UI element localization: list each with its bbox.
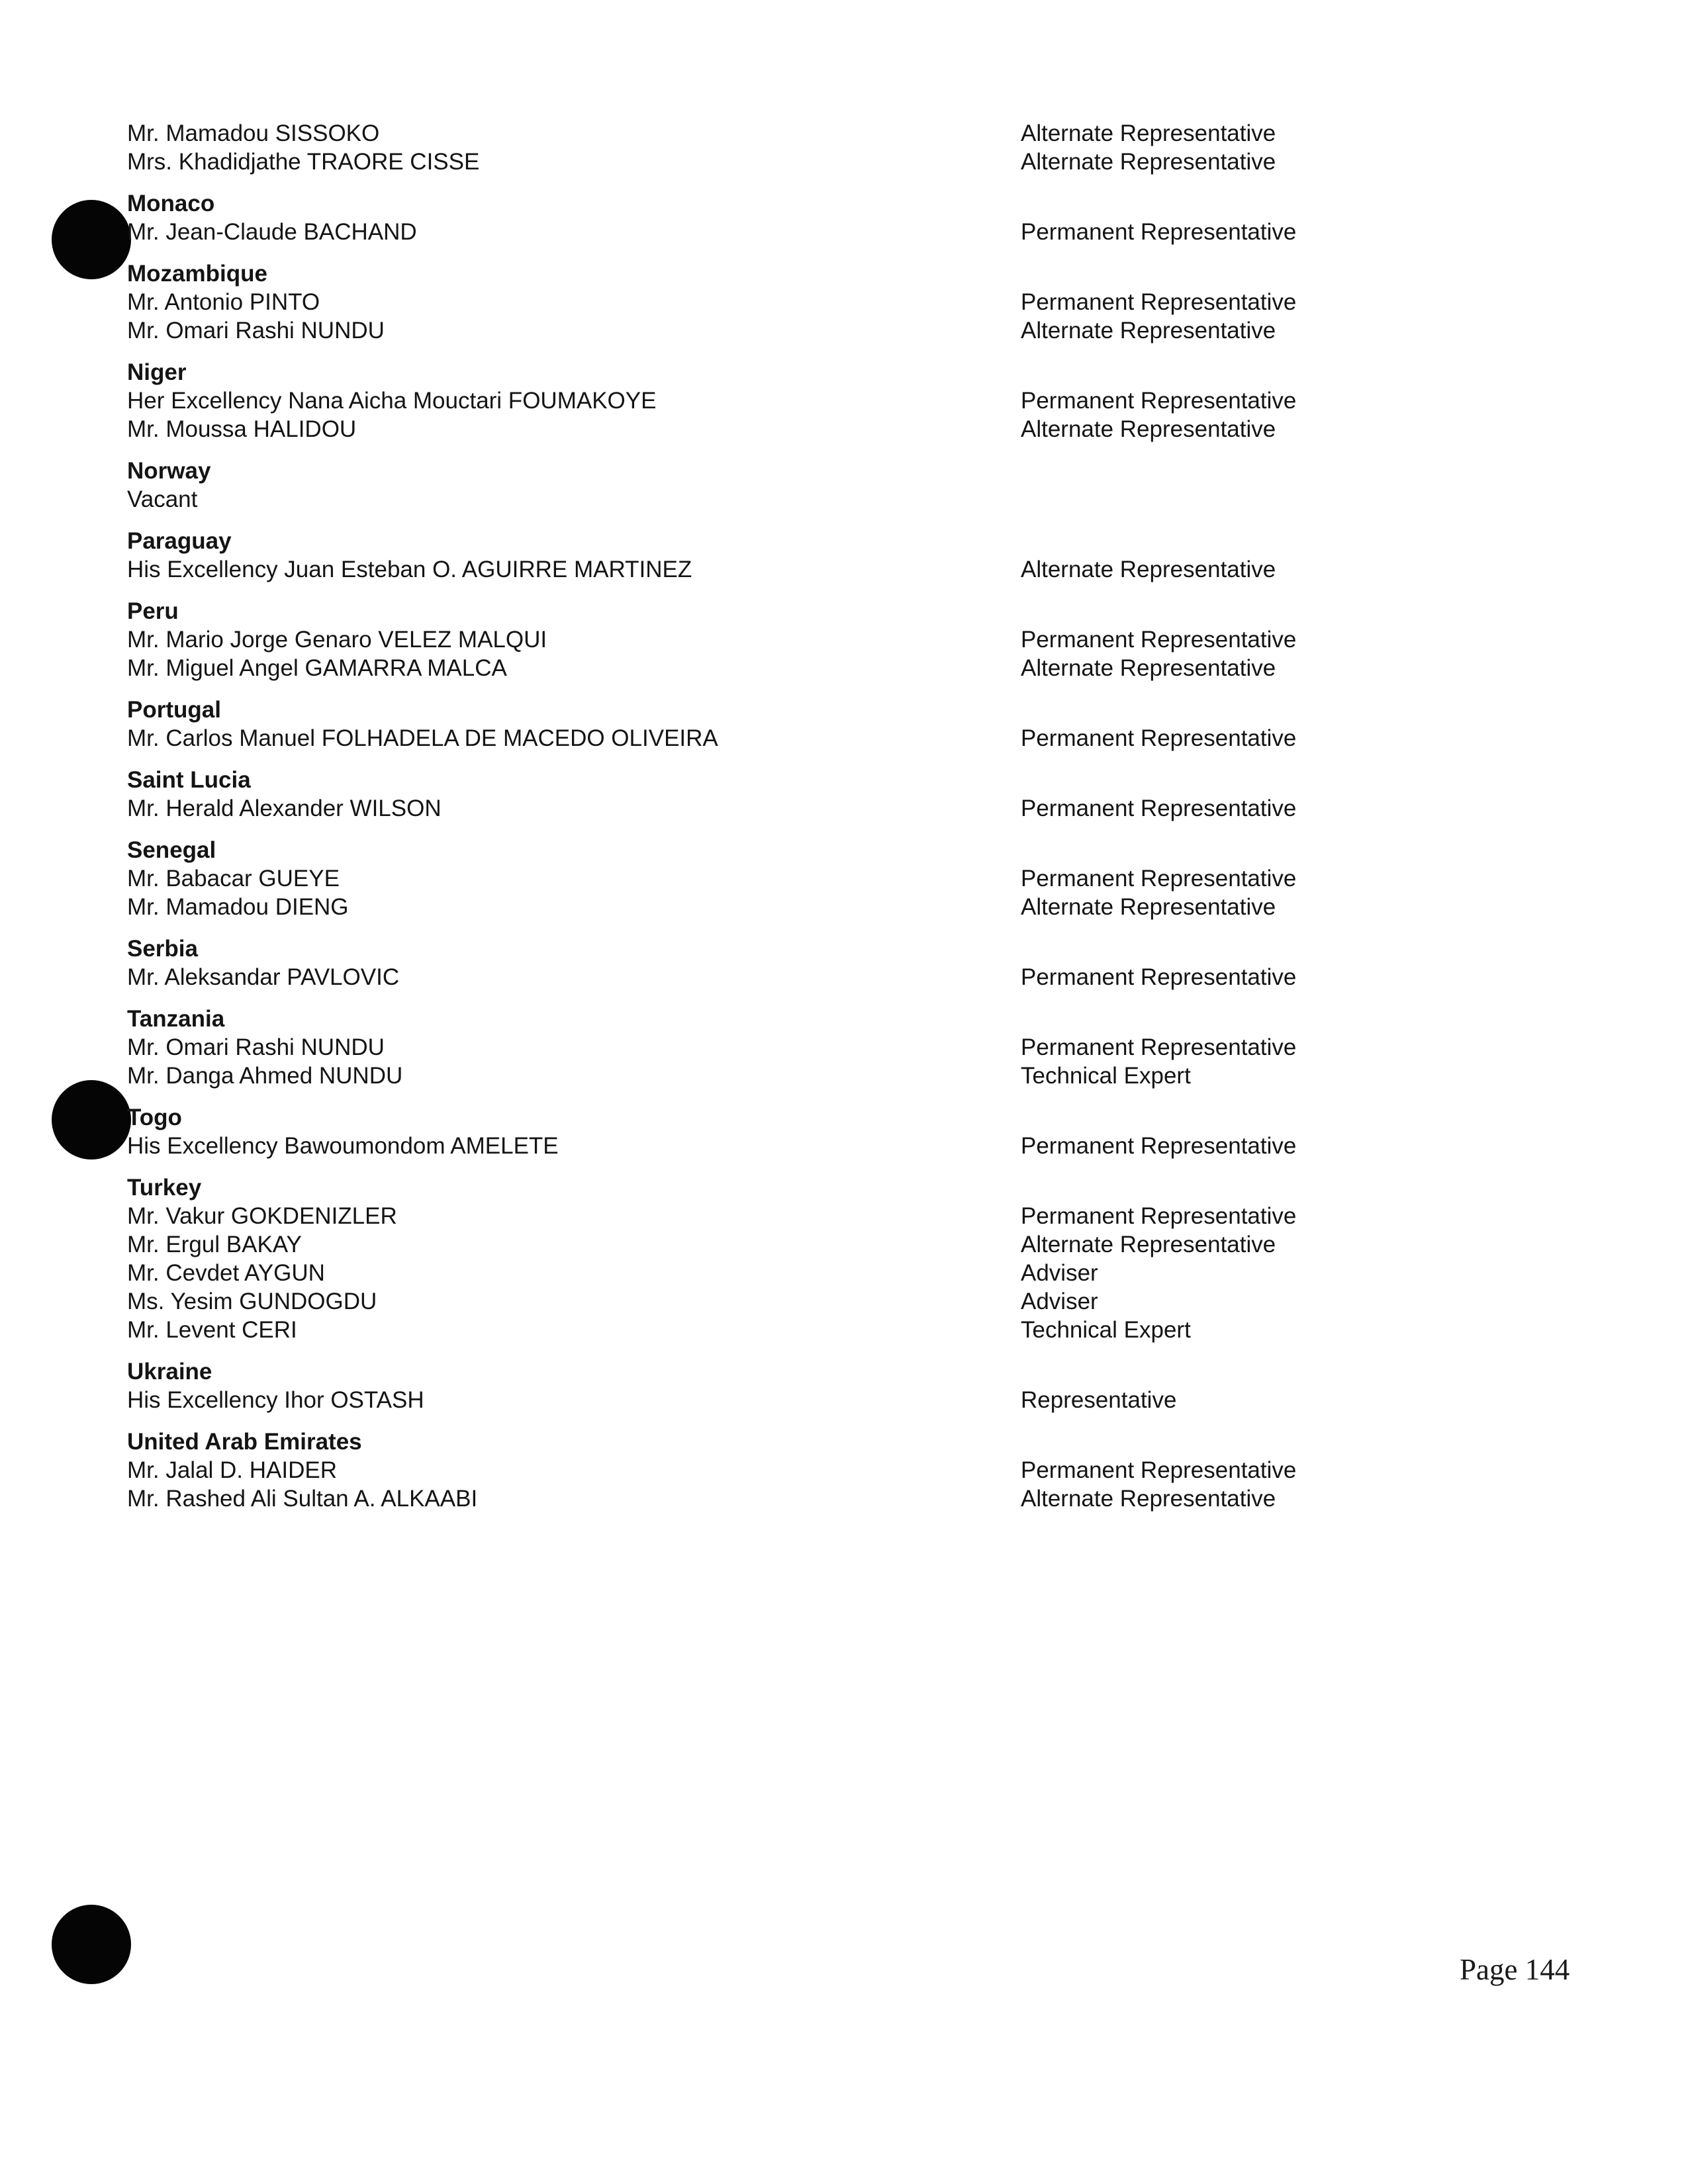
member-role: Alternate Representative <box>1021 120 1276 146</box>
member-name: Mr. Ergul BAKAY <box>127 1232 302 1257</box>
member-name: Mr. Omari Rashi NUNDU <box>127 318 385 343</box>
member-row <box>127 148 1372 176</box>
member-row <box>127 893 1372 921</box>
delegation-list <box>127 119 1372 1526</box>
member-role: Representative <box>1021 1387 1177 1413</box>
country-heading: Niger <box>127 359 187 385</box>
punch-hole <box>52 200 131 279</box>
member-name: His Excellency Bawoumondom AMELETE <box>127 1133 559 1159</box>
member-name: Mr. Cevdet AYGUN <box>127 1260 325 1286</box>
country-section <box>127 358 1372 443</box>
member-row <box>127 864 1372 893</box>
member-role: Alternate Representative <box>1021 149 1276 175</box>
member-name: His Excellency Juan Esteban O. AGUIRRE MARTINEZ <box>127 557 692 582</box>
member-row <box>127 485 1372 514</box>
member-name: Mr. Omari Rashi NUNDU <box>127 1034 385 1060</box>
member-name: Mr. Danga Ahmed NUNDU <box>127 1063 403 1089</box>
member-name: Mr. Miguel Angel GAMARRA MALCA <box>127 655 507 681</box>
punch-hole <box>52 1080 131 1160</box>
member-role: Permanent Representative <box>1021 725 1297 751</box>
member-role: Adviser <box>1021 1289 1098 1314</box>
member-name: Mr. Moussa HALIDOU <box>127 416 357 442</box>
country-section <box>127 1173 1372 1344</box>
country-section <box>127 457 1372 514</box>
member-name: Mr. Mamadou SISSOKO <box>127 120 380 146</box>
country-section <box>127 527 1372 584</box>
member-row <box>127 387 1372 415</box>
country-heading: United Arab Emirates <box>127 1429 362 1455</box>
country-heading: Paraguay <box>127 528 232 554</box>
member-role: Technical Expert <box>1021 1063 1191 1089</box>
member-role: Permanent Representative <box>1021 866 1297 891</box>
country-list <box>127 189 1372 1513</box>
member-name: Mr. Carlos Manuel FOLHADELA DE MACEDO OLIVEIRA <box>127 725 718 751</box>
country-section <box>127 836 1372 921</box>
country-heading: Mozambique <box>127 261 267 287</box>
member-role: Alternate Representative <box>1021 416 1276 442</box>
member-name: Mr. Vakur GOKDENIZLER <box>127 1203 397 1229</box>
member-role: Alternate Representative <box>1021 894 1276 920</box>
country-heading: Togo <box>127 1105 182 1130</box>
member-row <box>127 1386 1372 1414</box>
member-name: Mr. Antonio PINTO <box>127 289 320 315</box>
member-role: Permanent Representative <box>1021 964 1297 990</box>
member-name: Ms. Yesim GUNDOGDU <box>127 1289 377 1314</box>
member-role: Permanent Representative <box>1021 627 1297 653</box>
member-row <box>127 1456 1372 1484</box>
member-name: His Excellency Ihor OSTASH <box>127 1387 424 1413</box>
member-row <box>127 1033 1372 1062</box>
page-number: Page 144 <box>1460 1953 1570 1986</box>
member-role: Alternate Representative <box>1021 1232 1276 1257</box>
member-row <box>127 1287 1372 1316</box>
country-heading: Turkey <box>127 1175 202 1201</box>
member-row <box>127 654 1372 682</box>
member-name: Mr. Mario Jorge Genaro VELEZ MALQUI <box>127 627 547 653</box>
member-name: Mr. Babacar GUEYE <box>127 866 340 891</box>
member-row <box>127 555 1372 584</box>
country-heading: Saint Lucia <box>127 767 251 793</box>
member-row <box>127 794 1372 823</box>
member-row <box>127 1132 1372 1160</box>
member-role: Adviser <box>1021 1260 1098 1286</box>
country-section <box>127 189 1372 246</box>
country-heading: Norway <box>127 458 211 484</box>
member-role: Alternate Representative <box>1021 1486 1276 1512</box>
member-row <box>127 1230 1372 1259</box>
country-heading: Senegal <box>127 837 216 863</box>
member-row <box>127 218 1372 246</box>
member-name: Vacant <box>127 486 198 512</box>
member-row <box>127 1062 1372 1090</box>
member-name: Mr. Jean-Claude BACHAND <box>127 219 417 245</box>
member-name: Mr. Levent CERI <box>127 1317 297 1343</box>
member-row <box>127 625 1372 654</box>
member-row <box>127 288 1372 316</box>
member-role: Permanent Representative <box>1021 1133 1297 1159</box>
member-row <box>127 1484 1372 1513</box>
member-role: Permanent Representative <box>1021 796 1297 821</box>
member-role: Permanent Representative <box>1021 1034 1297 1060</box>
member-row <box>127 415 1372 443</box>
country-section <box>127 259 1372 345</box>
member-row <box>127 963 1372 991</box>
member-name: Her Excellency Nana Aicha Mouctari FOUMAKOYE <box>127 388 657 414</box>
member-role: Technical Expert <box>1021 1317 1191 1343</box>
country-section <box>127 1103 1372 1160</box>
country-section <box>127 597 1372 682</box>
country-section <box>127 696 1372 752</box>
member-row <box>127 316 1372 345</box>
country-heading: Tanzania <box>127 1006 225 1032</box>
member-role: Permanent Representative <box>1021 1203 1297 1229</box>
member-role: Alternate Representative <box>1021 655 1276 681</box>
member-row <box>127 1202 1372 1230</box>
member-role: Permanent Representative <box>1021 219 1297 245</box>
country-section <box>127 934 1372 991</box>
member-role: Alternate Representative <box>1021 318 1276 343</box>
member-name: Mr. Jalal D. HAIDER <box>127 1457 337 1483</box>
member-name: Mr. Aleksandar PAVLOVIC <box>127 964 400 990</box>
country-section <box>127 1428 1372 1513</box>
country-heading: Ukraine <box>127 1359 212 1385</box>
member-row <box>127 724 1372 752</box>
member-role: Permanent Representative <box>1021 289 1297 315</box>
member-row <box>127 1316 1372 1344</box>
member-name: Mr. Herald Alexander WILSON <box>127 796 442 821</box>
member-name: Mr. Mamadou DIENG <box>127 894 349 920</box>
country-heading: Portugal <box>127 697 221 723</box>
member-role: Alternate Representative <box>1021 557 1276 582</box>
country-heading: Peru <box>127 598 179 624</box>
member-name: Mr. Rashed Ali Sultan A. ALKAABI <box>127 1486 478 1512</box>
country-heading: Serbia <box>127 936 198 962</box>
member-row <box>127 1259 1372 1287</box>
member-name: Mrs. Khadidjathe TRAORE CISSE <box>127 149 480 175</box>
country-heading: Monaco <box>127 191 215 216</box>
country-section <box>127 1357 1372 1414</box>
country-section <box>127 766 1372 823</box>
continuation-section <box>127 119 1372 176</box>
member-row <box>127 119 1372 148</box>
member-role: Permanent Representative <box>1021 1457 1297 1483</box>
punch-hole <box>52 1905 131 1984</box>
country-section <box>127 1005 1372 1090</box>
member-role: Permanent Representative <box>1021 388 1297 414</box>
